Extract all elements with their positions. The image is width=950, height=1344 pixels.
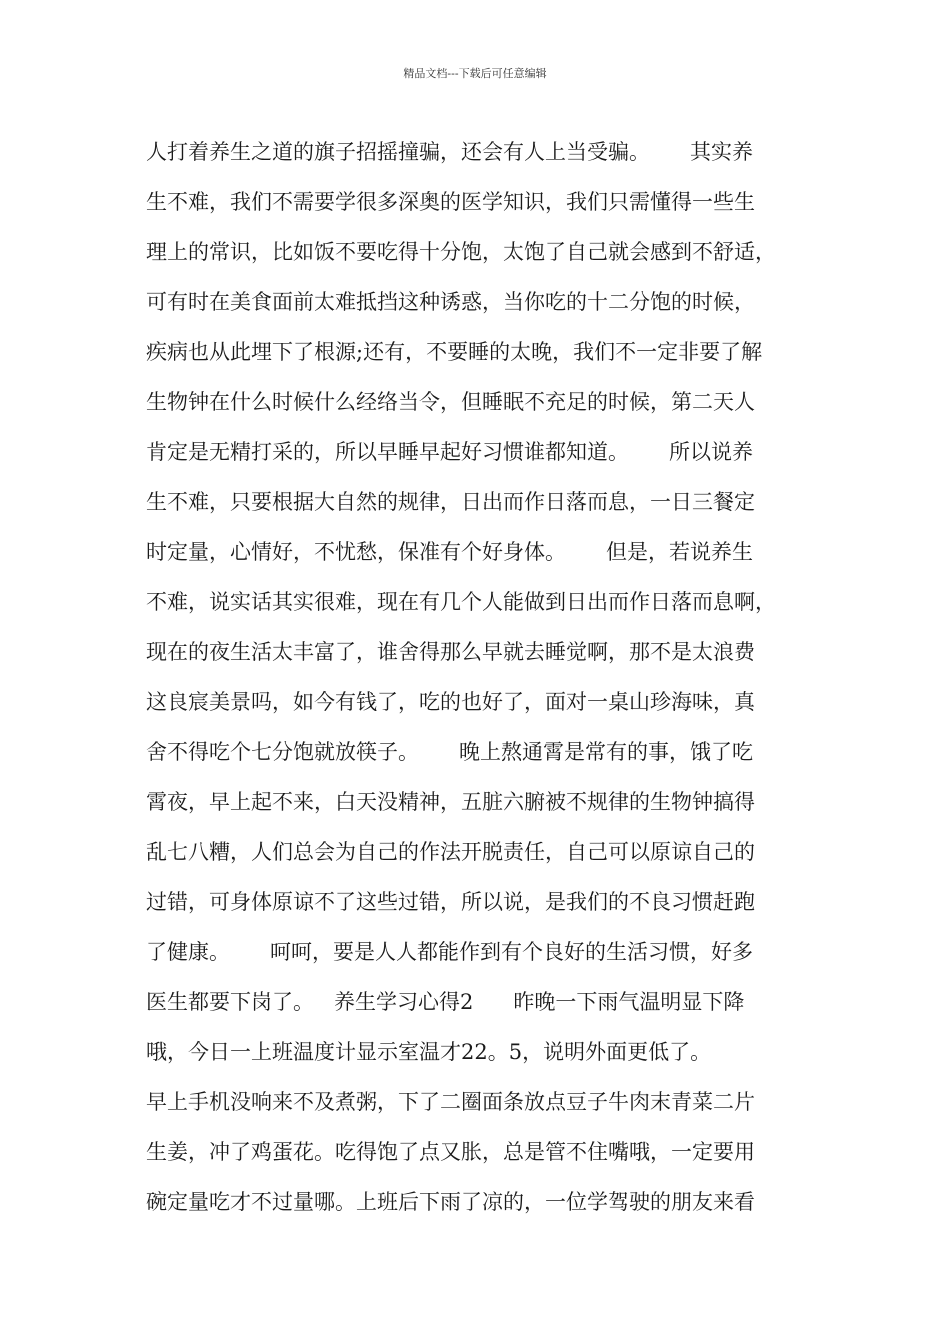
text-line: 生姜，冲了鸡蛋花。吃得饱了点又胀，总是管不住嘴哦，一定要用 <box>146 1140 755 1164</box>
text-line: 过错，可身体原谅不了这些过错，所以说，是我们的不良习惯赶跑 <box>146 890 755 914</box>
text-line: 这良宸美景吗，如今有钱了，吃的也好了，面对一桌山珍海味，真 <box>146 690 755 714</box>
text-line: 生物钟在什么时候什么经络当令，但睡眠不充足的时候，第二天人 <box>146 390 755 414</box>
text-line: 不难，说实话其实很难，现在有几个人能做到日出而作日落而息啊， <box>146 590 776 614</box>
text-line: 霄夜，早上起不来，白天没精神，五脏六腑被不规律的生物钟搞得 <box>146 790 755 814</box>
text-line: 现在的夜生活太丰富了，谁舍得那么早就去睡觉啊，那不是太浪费 <box>146 640 755 664</box>
page-header: 精品文档---下载后可任意编辑 <box>403 67 547 80</box>
text-line: 肯定是无精打采的，所以早睡早起好习惯谁都知道。 所以说养 <box>146 440 754 464</box>
text-line: 哦，今日一上班温度计显示室温才22。5，说明外面更低了。 <box>146 1040 712 1064</box>
text-line: 早上手机没响来不及煮粥，下了二圈面条放点豆子牛肉末青菜二片 <box>146 1090 755 1114</box>
text-line: 人打着养生之道的旗子招摇撞骗，还会有人上当受骗。 其实养 <box>146 140 754 164</box>
text-line: 时定量，心情好，不忧愁，保准有个好身体。 但是，若说养生 <box>146 540 754 564</box>
text-line: 舍不得吃个七分饱就放筷子。 晚上熬通霄是常有的事，饿了吃 <box>146 740 754 764</box>
text-line: 医生都要下岗了。 养生学习心得2 昨晚一下雨气温明显下降 <box>146 990 745 1014</box>
text-line: 理上的常识，比如饭不要吃得十分饱，太饱了自己就会感到不舒适， <box>146 240 776 264</box>
text-line: 可有时在美食面前太难抵挡这种诱惑，当你吃的十二分饱的时候， <box>146 290 755 314</box>
text-line: 了健康。 呵呵，要是人人都能作到有个良好的生活习惯，好多 <box>146 940 754 964</box>
text-line: 生不难，我们不需要学很多深奥的医学知识，我们只需懂得一些生 <box>146 190 755 214</box>
text-line: 碗定量吃才不过量哪。上班后下雨了凉的，一位学驾驶的朋友来看 <box>146 1190 755 1214</box>
document-body <box>146 130 826 1230</box>
text-line: 乱七八糟，人们总会为自己的作法开脱责任，自己可以原谅自己的 <box>146 840 755 864</box>
text-line: 疾病也从此埋下了根源;还有，不要睡的太晚，我们不一定非要了解 <box>146 340 763 364</box>
text-line: 生不难，只要根据大自然的规律，日出而作日落而息，一日三餐定 <box>146 490 755 514</box>
